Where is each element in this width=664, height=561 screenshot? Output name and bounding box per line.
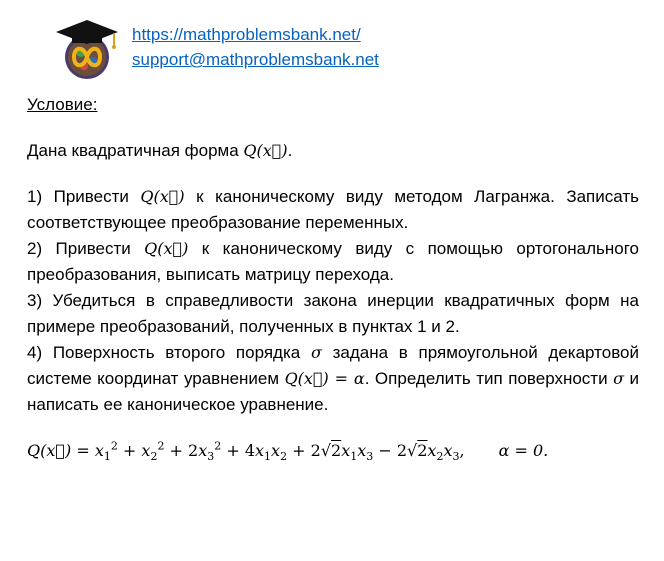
formula-lhs: Q(x⃗) = <box>27 441 95 460</box>
email-link[interactable]: support@mathproblemsbank.net <box>132 50 379 69</box>
alpha-condition: α = 0. <box>498 441 549 460</box>
task-4-text: задана в прямоугольной декартовой системе координат уравнением <box>27 343 639 388</box>
task-1-start: 1) Привести <box>27 187 141 206</box>
task-4-sigma-2: σ <box>613 369 625 388</box>
website-link[interactable]: https://mathproblemsbank.net/ <box>132 25 361 44</box>
task-4-text-2: . Определить тип поверхности <box>364 369 614 388</box>
task-2-symbol: Q(x⃗) <box>144 239 189 258</box>
task-item-3: 3) Убедиться в справедливости закона инерции квадратичных форм на примере преобразований, полученных в пунктах 1 и 2. <box>27 291 639 336</box>
quadratic-form-formula: Q(x⃗) = $x_1^2 + x_2^2 + 2x_3^2 + 4x_1x_2 + 2√2x_1x_3 - 2√2x_2x_3$, α = 0. <box>27 439 549 464</box>
task-1-text: к каноническому виду методом Лагранжа. Записать соответствующее преобразование переменных. <box>27 187 639 232</box>
problem-content <box>27 92 639 464</box>
task-4-equation: Q(x⃗) = α <box>284 369 365 388</box>
task-item-1 <box>27 184 639 236</box>
intro-text: Дана квадратичная форма <box>27 141 244 160</box>
task-4-start: 4) Поверхность второго порядка <box>27 343 311 362</box>
intro-period: . <box>287 141 293 160</box>
graduation-cap-logo-icon <box>54 16 120 82</box>
contact-links <box>132 22 379 72</box>
condition-heading: Условие: <box>27 95 98 114</box>
task-item-2 <box>27 236 639 288</box>
problem-intro <box>27 138 639 164</box>
task-2-start: 2) Привести <box>27 239 145 258</box>
task-4-text-3: и написать ее каноническое уравнение. <box>27 369 640 414</box>
task-2-text: к каноническому виду с помощью ортогонального преобразования, выписать матрицу перехода. <box>27 239 639 284</box>
quadratic-form-symbol: Q(x⃗) <box>243 141 288 160</box>
task-item-4 <box>27 340 639 418</box>
task-4-sigma: σ <box>310 343 322 362</box>
task-1-symbol: Q(x⃗) <box>140 187 185 206</box>
